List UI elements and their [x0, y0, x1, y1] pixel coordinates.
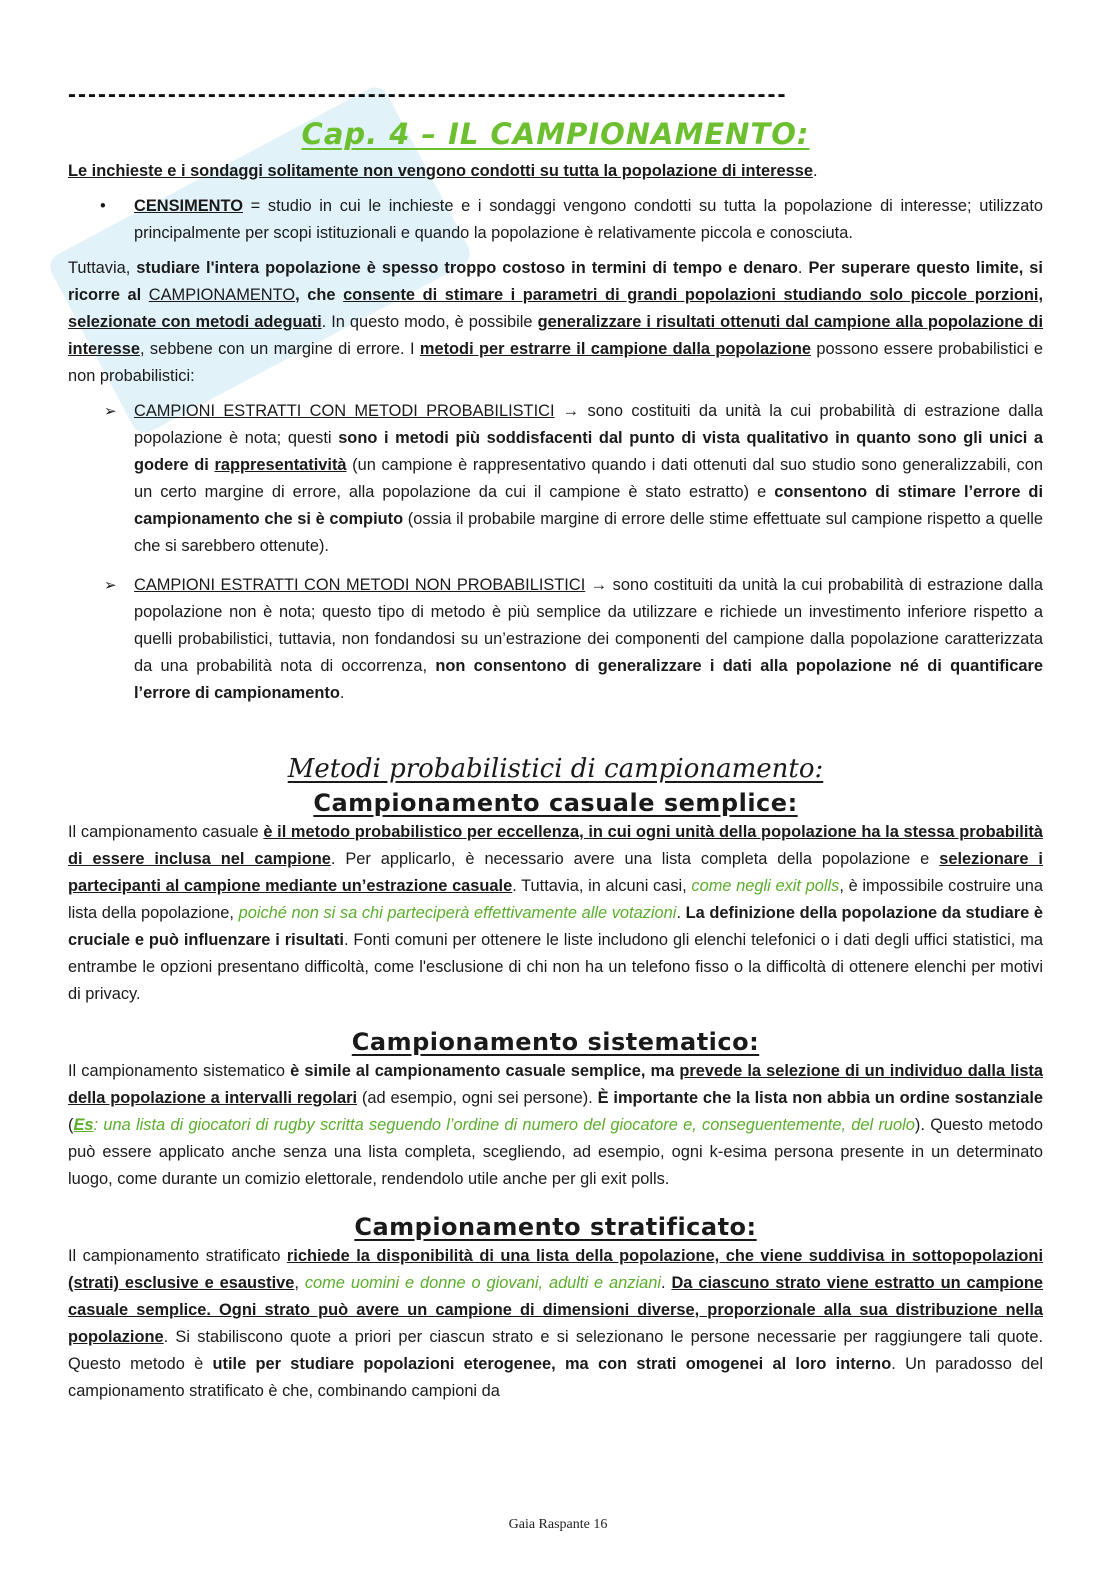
text-run: ). Questo metodo può essere applicato anche senza una lista completa, scegliendo, ad esempio, ogni k-esima persona presente in un determinato luogo, come durante un comizio elettorale, rendendolo utile anche per gli exit polls. — [68, 1116, 1043, 1188]
arrow-list — [68, 398, 1043, 707]
intro-dot: . — [812, 162, 818, 180]
right-arrow-icon: → — [554, 402, 588, 420]
section-title-stratificato: Campionamento stratificato: — [354, 1213, 757, 1241]
text-run: (ossia il probabile margine di errore delle stime effettuate sul campione rispetto a quelle che si sarebbero ottenute). — [134, 510, 1043, 555]
text-run: (ad esempio, ogni sei persone). — [357, 1089, 598, 1107]
text-run: . Per applicarlo, è necessario avere una lista completa della popolazione e — [330, 850, 940, 868]
section-title-casuale: Campionamento casuale semplice: — [313, 789, 798, 817]
chapter-title: Cap. 4 – IL CAMPIONAMENTO: — [301, 117, 810, 151]
text-run: . — [339, 684, 345, 702]
bold-run: Per superare questo limite, si ricorre al — [68, 259, 1043, 304]
text-run: . In questo modo, è possibile — [321, 313, 538, 331]
bold-underline-run: è il metodo probabilistico per eccellenza, in cui ogni unità della popolazione ha la stessa probabilità di essere inclusa nel campione — [68, 823, 1043, 868]
text-run: Il campionamento casuale — [68, 823, 264, 841]
bold-underline-run: generalizzare i risultati ottenuti dal campione alla popolazione di interesse — [68, 313, 1043, 358]
bold-underline-run: Da ciascuno strato viene estratto un campione casuale semplice. Ogni strato può avere un campione di dimensioni diverse, proporzionale alla sua distribuzione nella popolazione — [68, 1274, 1044, 1346]
right-arrow-icon: → — [585, 576, 613, 594]
censimento-term: CENSIMENTO — [134, 197, 243, 215]
text-run: . — [661, 1274, 672, 1292]
text-run: . Tuttavia, in alcuni casi, — [512, 877, 692, 895]
bold-run: È importante che la lista non abbia un ordine sostanziale — [597, 1089, 1043, 1107]
bold-run: La definizione della popolazione da studiare è cruciale e può influenzare i risultati — [68, 904, 1043, 949]
censimento-text: = studio in cui le inchieste e i sondaggi vengono condotti su tutta la popolazione di interesse; utilizzato principalmente per scopi istituzionali e quando la popolazione è relativamente piccola e conosciuta. — [134, 197, 1043, 242]
underline-run: CAMPIONAMENTO — [148, 286, 296, 304]
text-run: sono costituiti da unità la cui probabilità di estrazione dalla popolazione non è nota; questo tipo di metodo è più semplice da utilizzare e richiede un investimento inferiore rispetto a quelli probabilistici, tuttavia, non fondandosi su un’estrazione dei componenti del campione dalla popolazione caratterizzata da una probabilità nota di occorrenza, — [134, 576, 1044, 675]
nonprob-term: CAMPIONI ESTRATTI CON METODI NON PROBABILISTICI — [134, 576, 586, 594]
text-run: . Fonti comuni per ottenere le liste includono gli elenchi telefonici o i dati degli uffici statistici, ma entrambe le opzioni presentano difficoltà, come l'esclusione di chi non ha un telefono fisso o la difficoltà di ottenere elenchi per motivi di privacy. — [68, 931, 1043, 1003]
intro-paragraph — [68, 158, 1043, 185]
bold-underline-run: selezionare i partecipanti al campione mediante un’estrazione casuale — [68, 850, 1043, 895]
text-run: sono costituiti da unità la cui probabilità di estrazione dalla popolazione è nota; questi — [134, 402, 1043, 447]
list-item-non-probabilistici — [68, 572, 1043, 707]
green-bold-run: Es — [73, 1116, 94, 1134]
arrowhead-bullet-icon: ➢ — [104, 403, 117, 420]
text-run: . Un paradosso del campionamento stratificato è che, combinando campioni da — [68, 1355, 1044, 1400]
green-italic-run: poiché non si sa chi parteciperà effettivamente alle votazioni — [238, 904, 677, 922]
page-footer: Gaia Raspante 16 — [508, 1517, 608, 1532]
text-run: (un campione è rappresentativo quando i dati ottenuti dal suo studio sono generalizzabili, con un certo margine di errore, alla popolazione da cui il campione è stato estratto) e — [134, 456, 1043, 501]
bold-run: studiare l'intera popolazione è spesso troppo costoso in termini di tempo e denaro — [136, 259, 798, 277]
paragraph-sistematico — [68, 1058, 1043, 1193]
list-item-probabilistici — [68, 398, 1043, 560]
bold-run: non consentono di generalizzare i dati alla popolazione né di quantificare l’errore di campionamento — [134, 657, 1043, 702]
bullet-list — [68, 193, 1043, 247]
green-italic-run: come negli exit polls — [691, 877, 840, 895]
text-run: . Si stabiliscono quote a priori per ciascun strato e si selezionano le persone necessarie per raggiungere tali quote. Questo metodo è — [68, 1328, 1043, 1373]
text-run: , è impossibile costruire una lista della popolazione, — [68, 877, 1044, 922]
arrowhead-bullet-icon: ➢ — [104, 577, 117, 594]
text-run: ( — [68, 1116, 74, 1134]
bold-underline-run: prevede la selezione di un individuo dalla lista della popolazione a intervalli regolari — [68, 1062, 1044, 1107]
text-run: Il campionamento stratificato — [68, 1247, 287, 1265]
text-run: . — [676, 904, 686, 922]
bold-underline-run: rappresentatività — [214, 456, 347, 474]
text-run: possono essere probabilistici e non probabilistici: — [68, 340, 1043, 385]
text-run: , sebbene con un margine di errore. I — [139, 340, 420, 358]
bold-run: è simile al campionamento casuale semplice, ma — [290, 1062, 680, 1080]
text-run: Il campionamento sistematico — [68, 1062, 291, 1080]
methods-section-title: Metodi probabilistici di campionamento: — [287, 754, 824, 784]
green-italic-run: : una lista di giocatori di rugby scritta seguendo l’ordine di numero del giocatore e, conseguentemente, del ruolo — [93, 1116, 915, 1134]
text-run: , — [294, 1274, 305, 1292]
bold-underline-run: consente di stimare i parametri di grandi popolazioni studiando solo piccole porzioni, selezionate con metodi adeguati — [68, 286, 1043, 331]
bold-underline-run: metodi per estrarre il campione dalla popolazione — [419, 340, 812, 358]
paragraph-stratificato — [68, 1243, 1043, 1405]
bold-run: consentono di stimare l’errore di campionamento che si è compiuto — [134, 483, 1043, 528]
bullet-dot-icon: • — [100, 197, 106, 215]
bold-run: , che — [295, 286, 344, 304]
list-item-censimento — [68, 193, 1043, 247]
text-run: Tuttavia, — [68, 259, 137, 277]
prob-term: CAMPIONI ESTRATTI CON METODI PROBABILISTICI — [134, 402, 555, 420]
paragraph-casuale — [68, 819, 1043, 1008]
bold-run: sono i metodi più soddisfacenti dal punto di vista qualitativo in quanto sono gli unici a godere di — [134, 429, 1043, 474]
document-page — [68, 80, 1043, 1405]
section-title-sistematico: Campionamento sistematico: — [351, 1028, 760, 1056]
bold-run: utile per studiare popolazioni eterogenee, ma con strati omogenei al loro interno — [212, 1355, 892, 1373]
bold-underline-run: richiede la disponibilità di una lista della popolazione, che viene suddivisa in sottopopolazioni (strati) esclusive e esaustive — [68, 1247, 1043, 1292]
green-italic-run: come uomini e donne o giovani, adulti e anziani — [304, 1274, 661, 1292]
intro-text: Le inchieste e i sondaggi solitamente non vengono condotti su tutta la popolazione di interesse — [68, 162, 813, 180]
paragraph-campionamento — [68, 255, 1043, 390]
dashed-separator: ------------------------------------------------------------------------ — [68, 81, 788, 108]
text-run: . — [797, 259, 809, 277]
